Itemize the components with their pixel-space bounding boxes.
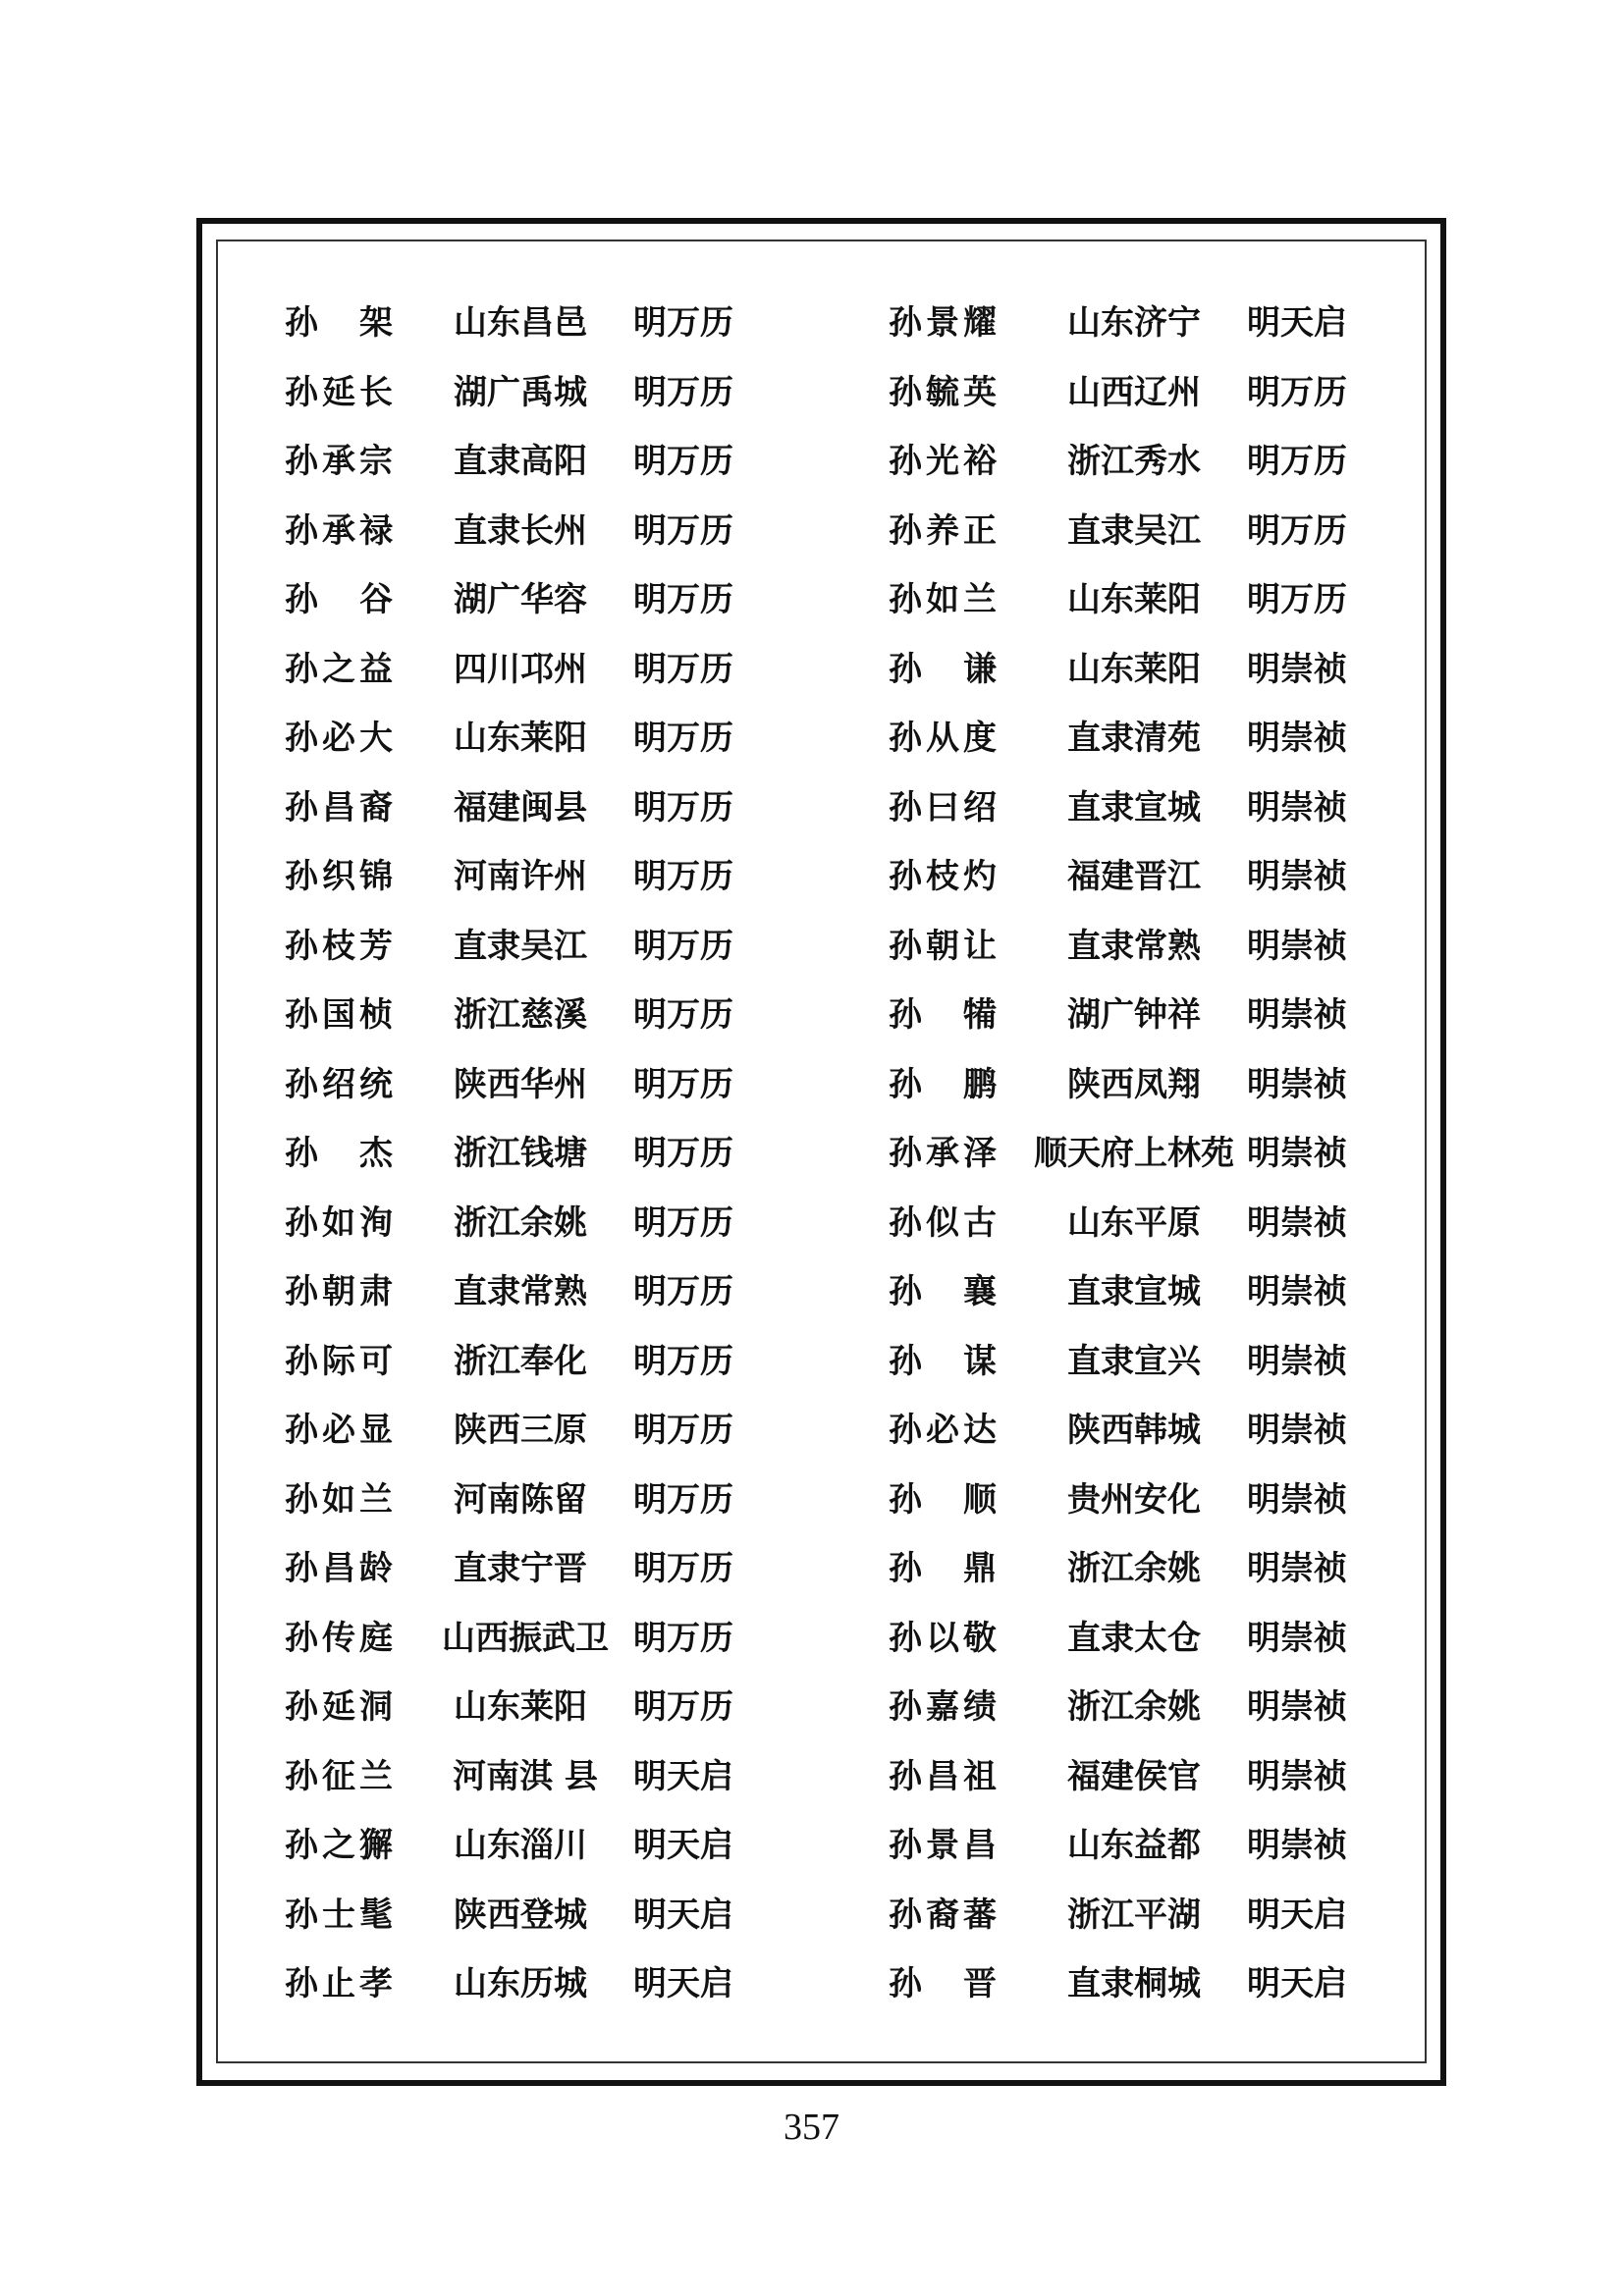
era: 明崇祯 (1247, 1687, 1347, 1727)
list-item (889, 1604, 1497, 1674)
list-item (285, 358, 893, 428)
person-name: 孙承宗 (285, 442, 393, 481)
era: 明万历 (1247, 372, 1347, 412)
era: 明天启 (633, 1826, 733, 1865)
list-item (285, 565, 893, 635)
era: 明万历 (633, 303, 733, 343)
list-item (285, 912, 893, 982)
list-item (889, 912, 1497, 982)
list-item (889, 774, 1497, 843)
native-place: 直隶高阳 (454, 442, 587, 481)
era: 明万历 (633, 1687, 733, 1727)
list-item (285, 497, 893, 566)
native-place: 直隶宣城 (1067, 1272, 1201, 1311)
person-name: 孙昌龄 (285, 1549, 393, 1588)
era: 明万历 (633, 1479, 733, 1520)
person-name: 孙必显 (285, 1411, 393, 1450)
list-item (889, 1811, 1497, 1881)
list-item (889, 1119, 1497, 1189)
native-place: 直隶宣兴 (1067, 1341, 1201, 1381)
native-place: 直隶太仓 (1067, 1618, 1201, 1658)
native-place: 福建闽县 (454, 787, 587, 828)
person-name: 孙养正 (889, 510, 997, 551)
person-name: 孙顺 (889, 1479, 997, 1520)
native-place: 山东莱阳 (454, 719, 587, 758)
native-place: 山东淄川 (454, 1826, 587, 1865)
native-place: 山西辽州 (1067, 372, 1201, 412)
native-place: 直隶宣城 (1067, 787, 1201, 828)
era: 明天启 (1247, 1964, 1347, 2003)
list-item (889, 1534, 1497, 1604)
page-number: 357 (784, 2107, 839, 2148)
list-item (889, 1050, 1497, 1120)
era: 明崇祯 (1247, 1064, 1347, 1104)
native-place: 浙江余姚 (1067, 1687, 1201, 1727)
native-place: 浙江平湖 (1067, 1895, 1201, 1935)
person-name: 孙国桢 (285, 995, 393, 1035)
era: 明万历 (633, 1272, 733, 1311)
list-item (285, 427, 893, 497)
person-name: 孙朝肃 (285, 1272, 393, 1311)
person-name: 孙谷 (285, 580, 393, 619)
native-place: 直隶吴江 (454, 926, 587, 966)
era: 明万历 (633, 442, 733, 481)
era: 明崇祯 (1247, 719, 1347, 758)
person-name: 孙襄 (889, 1272, 997, 1311)
native-place: 山东平原 (1067, 1202, 1201, 1243)
person-name: 孙从度 (889, 719, 997, 758)
era: 明万历 (633, 510, 733, 551)
native-place: 山东历城 (454, 1964, 587, 2003)
list-item (889, 1881, 1497, 1950)
era: 明万历 (1247, 510, 1347, 551)
native-place: 直隶常熟 (454, 1272, 587, 1311)
era: 明崇祯 (1247, 1479, 1347, 1520)
era: 明万历 (633, 1618, 733, 1658)
person-name: 孙以敬 (889, 1618, 997, 1658)
list-item (285, 1811, 893, 1881)
person-name: 孙如兰 (889, 580, 997, 619)
native-place: 山东莱阳 (454, 1687, 587, 1727)
era: 明崇祯 (1247, 1549, 1347, 1588)
era: 明万历 (633, 649, 733, 689)
list-item (285, 1396, 893, 1466)
era: 明崇祯 (1247, 1411, 1347, 1450)
era: 明崇祯 (1247, 1341, 1347, 1381)
era: 明天启 (633, 1964, 733, 2003)
native-place: 山东昌邑 (454, 303, 587, 343)
list-item (889, 981, 1497, 1050)
person-name: 孙传庭 (285, 1618, 393, 1658)
native-place: 河南许州 (454, 857, 587, 896)
era: 明万历 (1247, 580, 1347, 619)
era: 明万历 (633, 1549, 733, 1588)
person-name: 孙架 (285, 303, 393, 343)
era: 明天启 (633, 1756, 733, 1796)
native-place: 湖广华容 (454, 580, 587, 619)
native-place: 湖广钟祥 (1067, 995, 1201, 1035)
native-place: 浙江钱塘 (454, 1134, 587, 1173)
native-place: 浙江奉化 (454, 1341, 587, 1381)
native-place: 陕西韩城 (1067, 1411, 1201, 1450)
list-item (889, 289, 1497, 358)
list-item (889, 1466, 1497, 1535)
native-place: 直隶宁晋 (454, 1549, 587, 1588)
list-item (285, 1257, 893, 1327)
list-item (285, 1604, 893, 1674)
person-name: 孙晋 (889, 1964, 997, 2003)
person-name: 孙嘉绩 (889, 1687, 997, 1727)
list-item (889, 427, 1497, 497)
native-place: 福建侯官 (1067, 1756, 1201, 1796)
person-name: 孙士髦 (285, 1895, 393, 1935)
person-name: 孙犕 (889, 995, 997, 1035)
person-name: 孙昌祖 (889, 1756, 997, 1796)
list-item (889, 1742, 1497, 1812)
person-name: 孙承禄 (285, 510, 393, 551)
left-column (285, 289, 893, 2019)
list-item (889, 565, 1497, 635)
list-item (889, 635, 1497, 705)
native-place: 陕西三原 (454, 1411, 587, 1450)
list-item (889, 358, 1497, 428)
era: 明万历 (633, 995, 733, 1035)
list-item (889, 704, 1497, 774)
era: 明万历 (633, 1134, 733, 1173)
person-name: 孙延长 (285, 372, 393, 412)
person-name: 孙如洵 (285, 1202, 393, 1243)
list-item (285, 635, 893, 705)
era: 明崇祯 (1247, 649, 1347, 689)
era: 明万历 (633, 372, 733, 412)
list-item (285, 1673, 893, 1742)
list-item (285, 1881, 893, 1950)
native-place: 山东莱阳 (1067, 649, 1201, 689)
person-name: 孙止孝 (285, 1964, 393, 2003)
list-item (285, 774, 893, 843)
person-name: 孙光裕 (889, 442, 997, 481)
native-place: 浙江余姚 (454, 1202, 587, 1243)
list-item (889, 1949, 1497, 2019)
person-name: 孙延洞 (285, 1687, 393, 1727)
list-item (285, 842, 893, 912)
list-item (285, 1189, 893, 1258)
person-name: 孙裔蕃 (889, 1895, 997, 1935)
era: 明万历 (633, 857, 733, 896)
list-item (889, 1189, 1497, 1258)
person-name: 孙鹏 (889, 1064, 997, 1104)
person-name: 孙昌裔 (285, 787, 393, 828)
era: 明崇祯 (1247, 926, 1347, 966)
native-place: 直隶桐城 (1067, 1964, 1201, 2003)
list-item (285, 1327, 893, 1397)
native-place: 浙江余姚 (1067, 1549, 1201, 1588)
person-name: 孙朝让 (889, 926, 997, 966)
era: 明万历 (633, 1064, 733, 1104)
era: 明天启 (633, 1895, 733, 1935)
native-place: 陕西华州 (454, 1064, 587, 1104)
person-name: 孙似古 (889, 1202, 997, 1243)
native-place: 湖广禹城 (454, 372, 587, 412)
native-place: 河南陈留 (454, 1479, 587, 1520)
era: 明万历 (633, 787, 733, 828)
era: 明崇祯 (1247, 1756, 1347, 1796)
native-place: 直隶清苑 (1067, 719, 1201, 758)
era: 明万历 (633, 1411, 733, 1450)
native-place: 浙江秀水 (1067, 442, 1201, 481)
list-item (285, 704, 893, 774)
person-name: 孙谦 (889, 649, 997, 689)
list-item (285, 1534, 893, 1604)
person-name: 孙织锦 (285, 857, 393, 896)
native-place: 山西振武卫 (442, 1618, 609, 1658)
native-place: 河南淇 县 (453, 1756, 598, 1796)
era: 明崇祯 (1247, 1134, 1347, 1173)
person-name: 孙如兰 (285, 1479, 393, 1520)
native-place: 四川邛州 (454, 649, 587, 689)
list-item (285, 1050, 893, 1120)
person-name: 孙必达 (889, 1411, 997, 1450)
native-place: 山东济宁 (1067, 303, 1201, 343)
person-name: 孙毓英 (889, 372, 997, 412)
era: 明万历 (633, 926, 733, 966)
era: 明万历 (633, 719, 733, 758)
person-name: 孙承泽 (889, 1134, 997, 1173)
era: 明崇祯 (1247, 857, 1347, 896)
native-place: 浙江慈溪 (454, 995, 587, 1035)
era: 明崇祯 (1247, 787, 1347, 828)
person-name: 孙征兰 (285, 1756, 393, 1796)
person-name: 孙曰绍 (889, 787, 997, 828)
list-item (285, 1742, 893, 1812)
list-item (285, 1466, 893, 1535)
native-place: 陕西凤翔 (1067, 1064, 1201, 1104)
person-name: 孙绍统 (285, 1064, 393, 1104)
person-name: 孙杰 (285, 1134, 393, 1173)
person-name: 孙景耀 (889, 303, 997, 343)
list-item (285, 1949, 893, 2019)
era: 明万历 (633, 1202, 733, 1243)
era: 明万历 (633, 580, 733, 619)
person-name: 孙枝芳 (285, 926, 393, 966)
native-place: 贵州安化 (1067, 1479, 1201, 1520)
list-item (285, 981, 893, 1050)
era: 明崇祯 (1247, 995, 1347, 1035)
era: 明崇祯 (1247, 1272, 1347, 1311)
list-item (889, 1327, 1497, 1397)
era: 明万历 (633, 1341, 733, 1381)
person-name: 孙之獬 (285, 1826, 393, 1865)
list-item (889, 1257, 1497, 1327)
right-column (889, 289, 1497, 2019)
person-name: 孙鼎 (889, 1549, 997, 1588)
native-place: 山东莱阳 (1067, 580, 1201, 619)
native-place: 直隶吴江 (1067, 510, 1201, 551)
era: 明崇祯 (1247, 1826, 1347, 1865)
native-place: 顺天府上林苑 (1034, 1134, 1234, 1173)
native-place: 陕西登城 (454, 1895, 587, 1935)
person-name: 孙景昌 (889, 1826, 997, 1865)
era: 明万历 (1247, 442, 1347, 481)
list-item (285, 289, 893, 358)
person-name: 孙必大 (285, 719, 393, 758)
era: 明天启 (1247, 1895, 1347, 1935)
era: 明天启 (1247, 303, 1347, 343)
person-name: 孙之益 (285, 649, 393, 689)
person-name: 孙谋 (889, 1341, 997, 1381)
list-item (889, 1396, 1497, 1466)
list-item (889, 842, 1497, 912)
native-place: 山东益都 (1067, 1826, 1201, 1865)
list-item (889, 1673, 1497, 1742)
native-place: 福建晋江 (1067, 857, 1201, 896)
era: 明崇祯 (1247, 1618, 1347, 1658)
list-item (889, 497, 1497, 566)
list-item (285, 1119, 893, 1189)
native-place: 直隶常熟 (1067, 926, 1201, 966)
native-place: 直隶长州 (454, 510, 587, 551)
person-name: 孙枝灼 (889, 857, 997, 896)
person-name: 孙际可 (285, 1341, 393, 1381)
era: 明崇祯 (1247, 1202, 1347, 1243)
